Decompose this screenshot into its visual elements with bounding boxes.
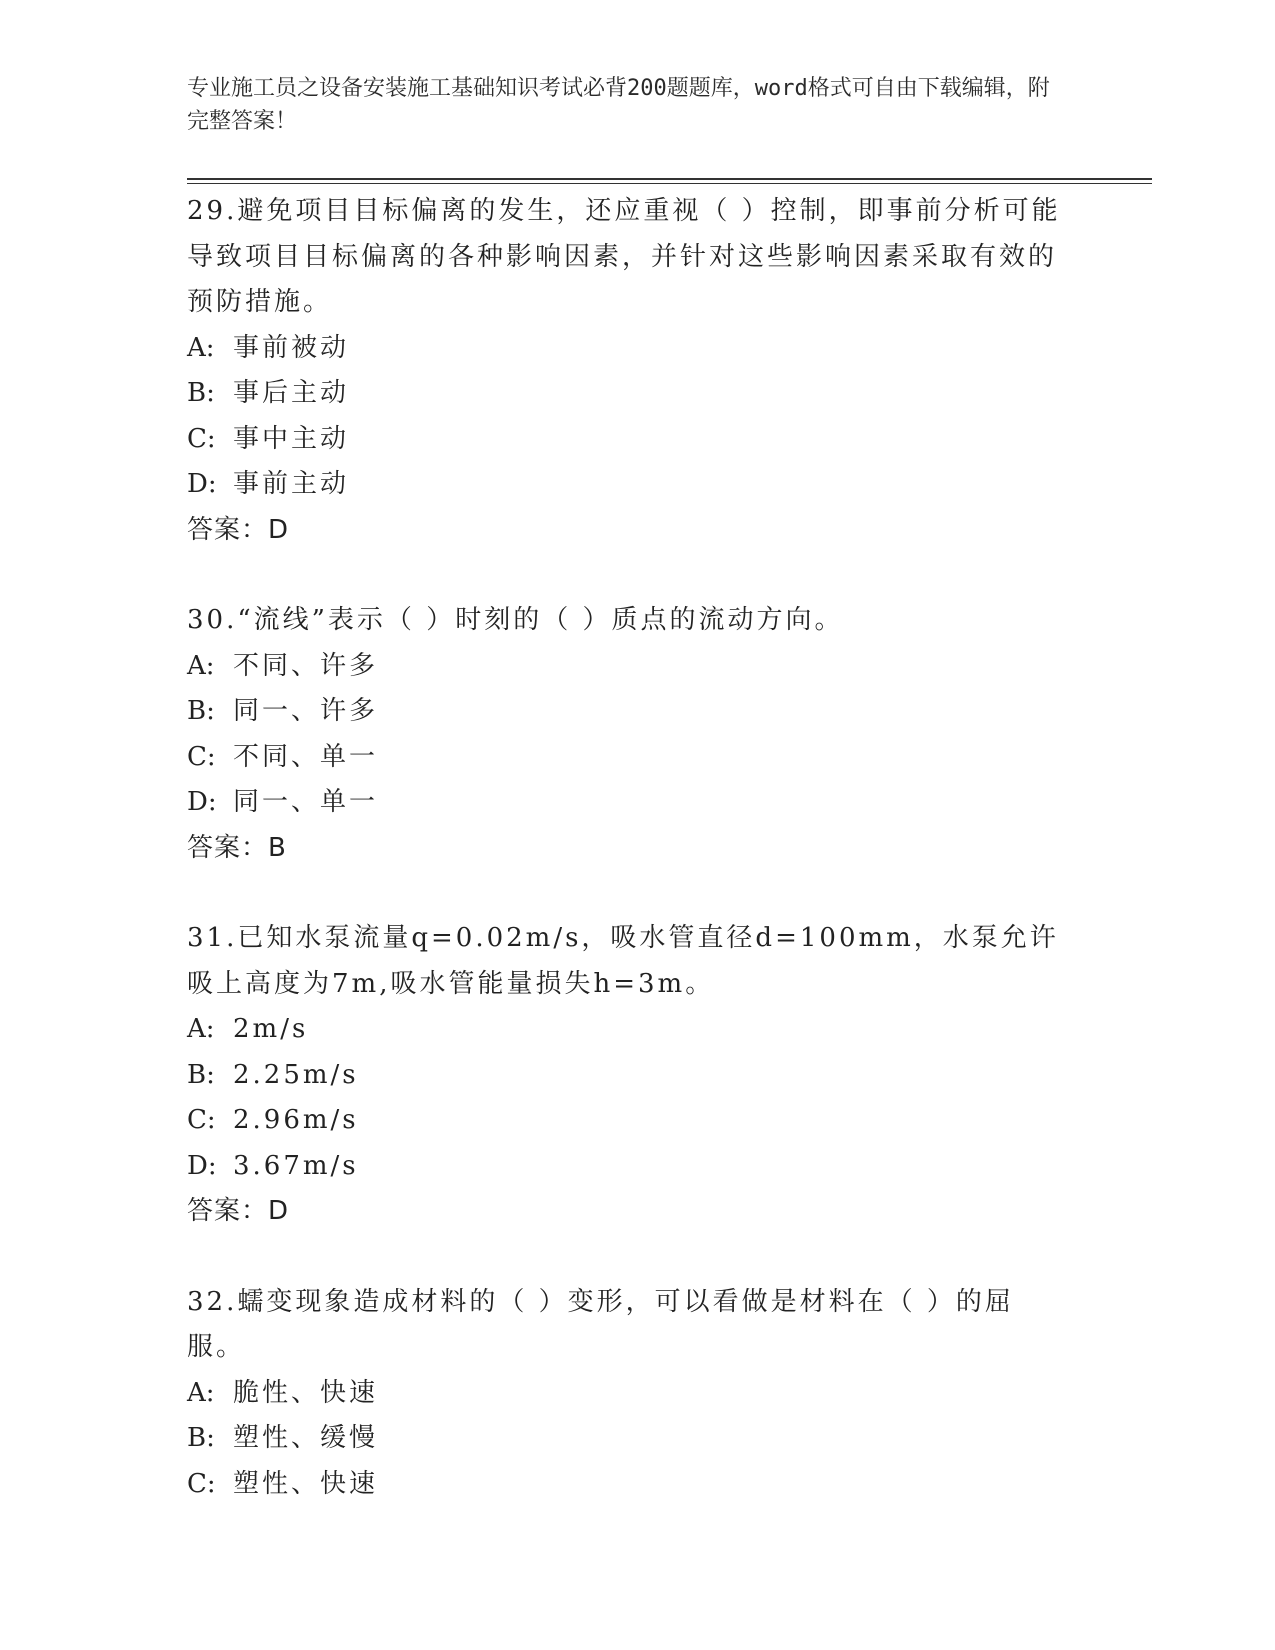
option-text: 3.67m/s: [233, 1150, 359, 1181]
option-letter: C:: [187, 1468, 216, 1499]
option-text: 事前主动: [233, 469, 350, 499]
option-text: 同一、许多: [233, 696, 379, 726]
option-d: [187, 1144, 1067, 1190]
option-text: 同一、单一: [233, 787, 379, 817]
option-letter: C:: [187, 423, 216, 454]
option-text: 事中主动: [233, 423, 350, 454]
option-b: [187, 689, 1067, 735]
question-list: [187, 189, 1067, 1507]
option-letter: D:: [187, 1150, 217, 1181]
answer-line: 答案：D: [187, 1196, 290, 1226]
option-c: [187, 417, 1067, 463]
answer-line: 答案：B: [187, 832, 287, 863]
option-c: [187, 1462, 1067, 1508]
option-letter: A:: [187, 332, 215, 363]
option-text: 2.96m/s: [233, 1105, 359, 1135]
document-header: 专业施工员之设备安装施工基础知识考试必背200题题库，word格式可自由下载编辑，附完整答案！: [187, 76, 1050, 134]
option-a: [187, 326, 1067, 372]
option-c: [187, 1098, 1067, 1144]
option-text: 不同、单一: [233, 741, 379, 772]
option-b: [187, 1053, 1067, 1099]
question-32: [187, 1280, 1067, 1508]
option-d: [187, 462, 1067, 508]
question-text: 31.已知水泵流量q=0.02m/s，吸水管直径d=100mm，水泵允许吸上高度为7m,吸水管能量损失h=3m。: [187, 923, 1059, 999]
option-letter: A:: [187, 650, 215, 681]
option-b: [187, 1416, 1067, 1462]
option-text: 2.25m/s: [233, 1059, 359, 1090]
option-c: [187, 735, 1067, 781]
option-text: 2m/s: [233, 1014, 309, 1044]
question-text: 29.避免项目目标偏离的发生，还应重视（ ）控制，即事前分析可能导致项目目标偏离的各种影响因素，并针对这些影响因素采取有效的预防措施。: [187, 196, 1061, 317]
option-letter: B:: [187, 1423, 215, 1453]
option-letter: B:: [187, 1059, 215, 1090]
header-divider-thin: [187, 183, 1152, 184]
header-divider-thick: [187, 178, 1152, 180]
question-30: [187, 598, 1067, 871]
option-letter: A:: [187, 1014, 215, 1044]
option-letter: B:: [187, 378, 215, 408]
question-text: 32.蠕变现象造成材料的（ ）变形，可以看做是材料在（ ）的屈服。: [187, 1286, 1014, 1362]
option-d: [187, 780, 1067, 826]
option-a: [187, 644, 1067, 690]
option-text: 塑性、缓慢: [233, 1423, 379, 1453]
option-text: 塑性、快速: [233, 1468, 379, 1499]
option-text: 不同、许多: [233, 650, 379, 681]
option-letter: D:: [187, 469, 217, 499]
answer-line: 答案：D: [187, 514, 290, 545]
option-letter: D:: [187, 787, 217, 817]
option-letter: B:: [187, 696, 215, 726]
option-text: 脆性、快速: [233, 1377, 379, 1408]
option-letter: C:: [187, 1105, 216, 1135]
option-letter: A:: [187, 1377, 215, 1408]
option-a: [187, 1371, 1067, 1417]
question-31: [187, 916, 1067, 1235]
option-a: [187, 1007, 1067, 1053]
option-text: 事后主动: [233, 378, 350, 408]
option-text: 事前被动: [233, 332, 350, 363]
option-letter: C:: [187, 741, 216, 772]
question-29: [187, 189, 1067, 553]
option-b: [187, 371, 1067, 417]
question-text: 30.“流线”表示（ ）时刻的（ ）质点的流动方向。: [187, 605, 844, 635]
